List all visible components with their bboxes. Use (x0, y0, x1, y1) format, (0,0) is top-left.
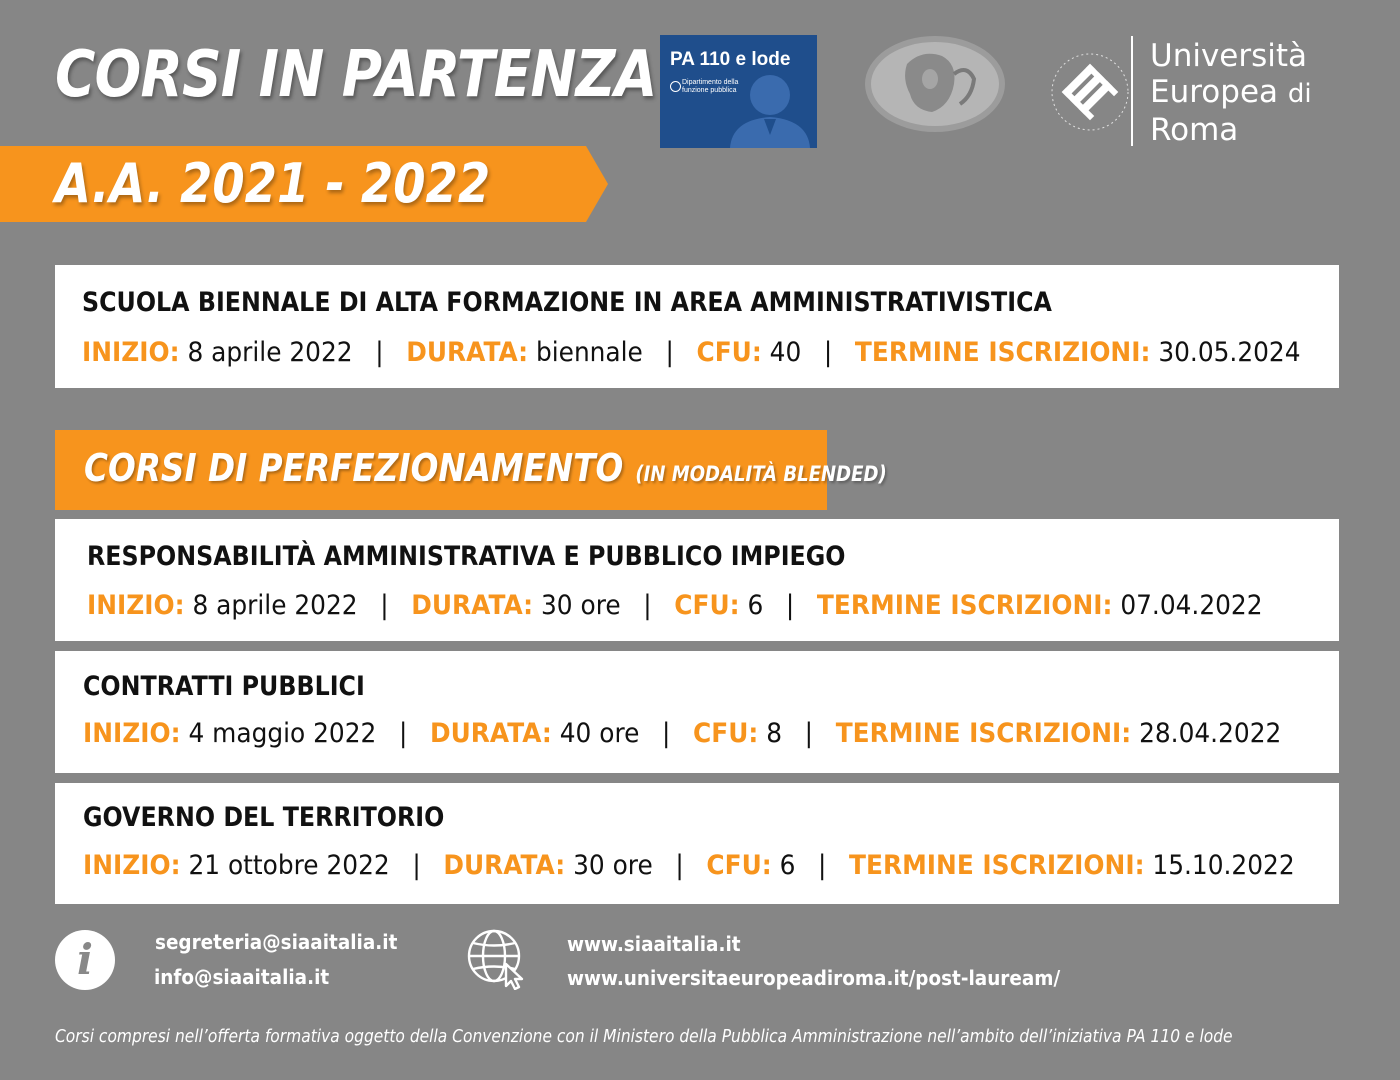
university-wordmark (1150, 38, 1312, 148)
deadline-label: TERMINE ISCRIZIONI: (854, 337, 1151, 368)
cfu-label: CFU: (696, 337, 762, 368)
deadline-value: 28.04.2022 (1139, 718, 1282, 749)
course-title: CONTRATTI PUBBLICI (83, 671, 365, 702)
start-value: 8 aprile 2022 (192, 590, 358, 621)
start-label: INIZIO: (82, 337, 180, 368)
duration-value: biennale (535, 337, 643, 368)
separator: | (662, 718, 671, 749)
deadline-value: 30.05.2024 (1158, 337, 1301, 368)
cfu-value: 40 (769, 337, 802, 368)
separator: | (412, 850, 421, 881)
cfu-value: 6 (747, 590, 764, 621)
course-details (87, 590, 1263, 621)
email-link-secretariat[interactable]: segreteria@siaaitalia.it (155, 930, 398, 954)
cfu-label: CFU: (693, 718, 759, 749)
start-label: INIZIO: (83, 850, 181, 881)
deadline-label: TERMINE ISCRIZIONI: (835, 718, 1132, 749)
course-details (82, 337, 1301, 368)
separator: | (643, 590, 652, 621)
course-title: SCUOLA BIENNALE DI ALTA FORMAZIONE IN AREA AMMINISTRATIVISTICA (82, 287, 1052, 318)
section-heading (84, 446, 887, 490)
separator: | (375, 337, 384, 368)
academic-year: A.A. 2021 - 2022 (55, 152, 491, 215)
start-value: 8 aprile 2022 (187, 337, 353, 368)
separator: | (785, 590, 795, 621)
duration-value: 30 ore (573, 850, 653, 881)
section-title: CORSI DI PERFEZIONAMENTO (84, 446, 624, 490)
duration-label: DURATA: (443, 850, 566, 881)
separator: | (665, 337, 674, 368)
page-title: CORSI IN PARTENZA (55, 38, 657, 112)
course-title: GOVERNO DEL TERRITORIO (83, 802, 445, 833)
globe-cursor-icon (466, 928, 528, 990)
course-card (55, 783, 1339, 904)
cfu-label: CFU: (674, 590, 740, 621)
university-line-1: Università (1150, 38, 1308, 74)
republic-seal-icon (670, 81, 681, 92)
pa-logo-department: Dipartimento della funzione pubblica (682, 79, 739, 94)
separator: | (823, 337, 833, 368)
info-icon: i (55, 930, 115, 990)
website-link-siaa[interactable]: www.siaaitalia.it (567, 932, 741, 956)
deadline-label: TERMINE ISCRIZIONI: (816, 590, 1113, 621)
deadline-value: 15.10.2022 (1152, 850, 1295, 881)
university-line-2-suffix: di (1287, 79, 1312, 109)
duration-value: 30 ore (540, 590, 621, 621)
duration-label: DURATA: (411, 590, 534, 621)
cfu-label: CFU: (706, 850, 772, 881)
duration-label: DURATA: (429, 718, 552, 749)
separator: | (380, 590, 389, 621)
start-value: 21 ottobre 2022 (188, 850, 390, 881)
separator: | (675, 850, 684, 881)
start-label: INIZIO: (83, 718, 181, 749)
main-course-card (55, 265, 1339, 388)
course-title: RESPONSABILITÀ AMMINISTRATIVA E PUBBLICO IMPIEGO (87, 541, 846, 572)
course-card (55, 519, 1339, 641)
website-link-university[interactable]: www.universitaeuropeadiroma.it/post-lauream/ (567, 966, 1061, 990)
start-value: 4 maggio 2022 (188, 718, 377, 749)
logo-divider (1131, 36, 1133, 146)
course-card (55, 651, 1339, 773)
course-details (83, 718, 1281, 749)
duration-label: DURATA: (406, 337, 529, 368)
medal-emblem-icon (862, 34, 1008, 134)
duration-value: 40 ore (559, 718, 640, 749)
cfu-value: 8 (766, 718, 783, 749)
pa-logo-title: PA 110 e lode (670, 49, 791, 70)
start-label: INIZIO: (87, 590, 185, 621)
university-line-3: Roma (1150, 112, 1239, 148)
separator: | (804, 718, 814, 749)
separator: | (818, 850, 827, 881)
separator: | (398, 718, 408, 749)
email-link-info[interactable]: info@siaaitalia.it (154, 965, 330, 989)
cfu-value: 6 (779, 850, 796, 881)
deadline-value: 07.04.2022 (1120, 590, 1263, 621)
university-line-2: Europea (1150, 74, 1279, 110)
course-details (83, 850, 1295, 881)
section-subtitle: (IN MODALITÀ BLENDED) (635, 462, 887, 486)
pa-110-e-lode-logo (660, 35, 817, 148)
footnote: Corsi compresi nell’offerta formativa oggetto della Convenzione con il Ministero della Pubblica Amministrazione nell’ambito dell’iniziativa PA 110 e lode (55, 1026, 1233, 1047)
deadline-label: TERMINE ISCRIZIONI: (849, 850, 1145, 881)
